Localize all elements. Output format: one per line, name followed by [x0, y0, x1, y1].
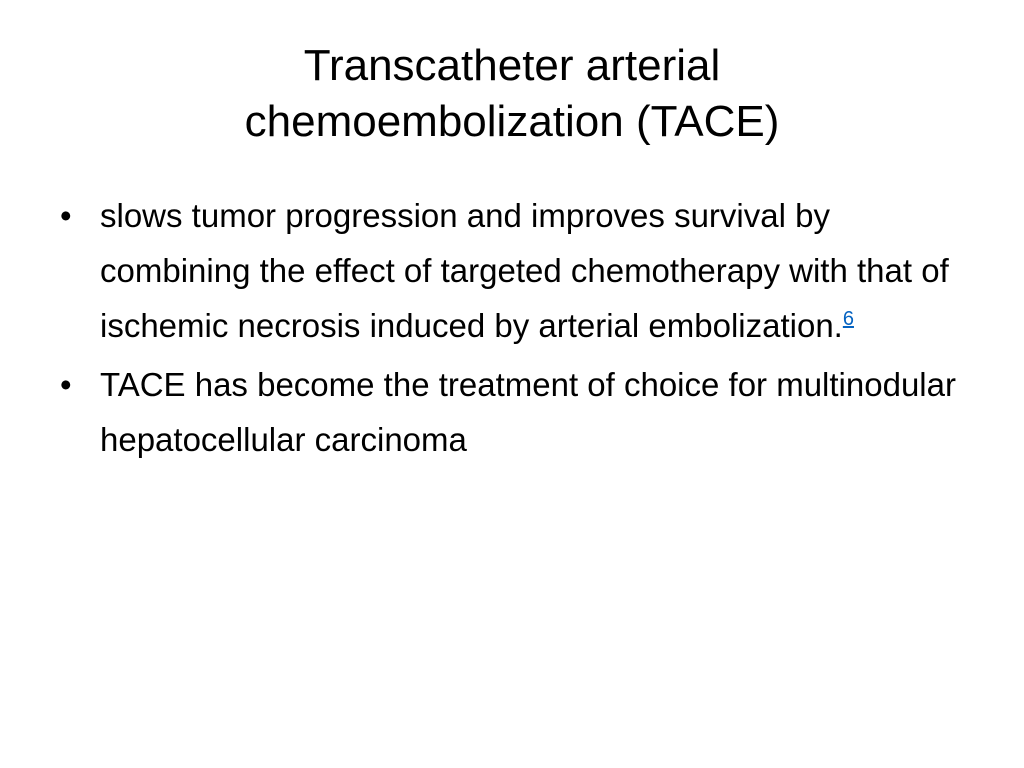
bullet-marker: •: [60, 197, 72, 234]
bullet-item-1: [60, 188, 960, 353]
bullet-item-2: [60, 357, 960, 467]
bullet-text-2: TACE has become the treatment of choice for multinodular hepatocellular carcinoma: [100, 366, 956, 458]
bullet-text-1: slows tumor progression and improves survival by combining the effect of targeted chemotherapy with that of ischemic necrosis induced by arterial embolization.: [100, 197, 949, 344]
title-line-2: chemoembolization (TACE): [244, 97, 780, 146]
bullet-marker: •: [60, 366, 72, 403]
title-line-1: Transcatheter arterial: [303, 41, 721, 90]
slide-title: [60, 38, 964, 150]
reference-link-6[interactable]: 6: [842, 308, 854, 330]
bullet-list: [60, 188, 960, 471]
